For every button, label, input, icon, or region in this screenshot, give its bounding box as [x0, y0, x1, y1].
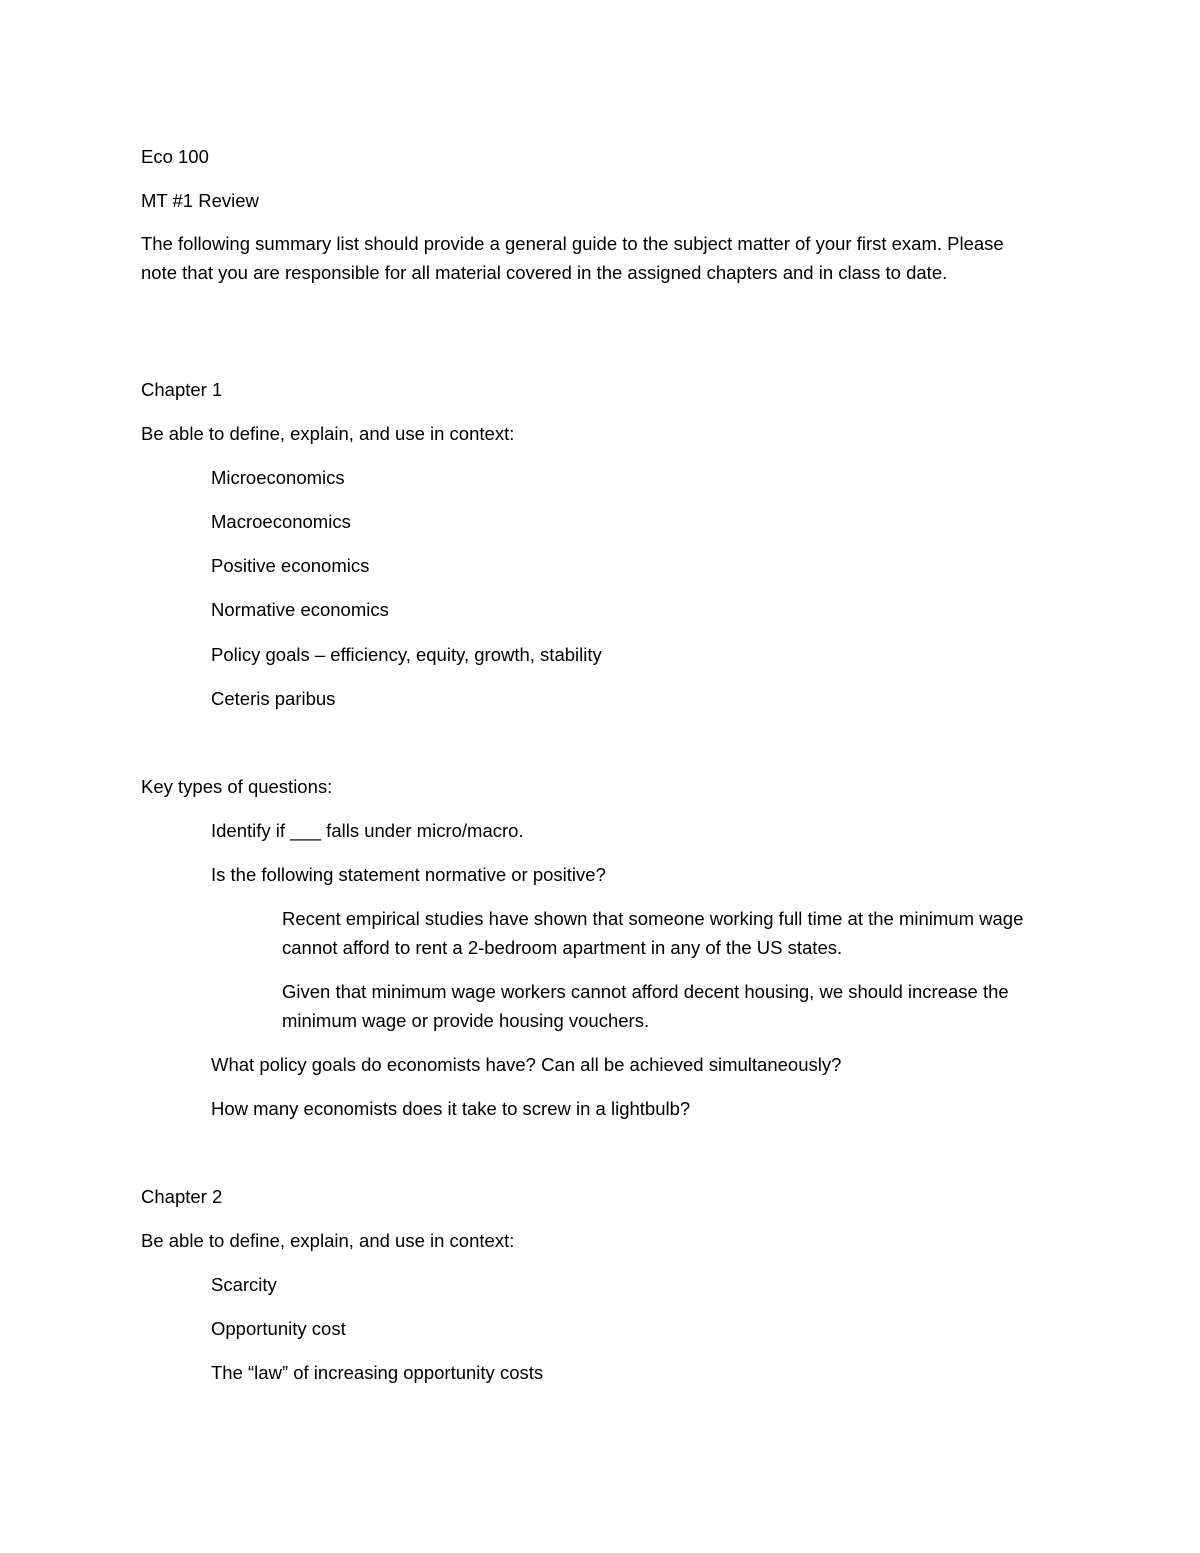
- question-item: What policy goals do economists have? Can all be achieved simultaneously?: [211, 1054, 842, 1075]
- chapter2-define-prompt: Be able to define, explain, and use in context:: [141, 1230, 515, 1251]
- example-statement: Recent empirical studies have shown that someone working full time at the minimum wage cannot afford to rent a 2-bedroom apartment in any of the US states.: [282, 908, 1024, 958]
- chapter1-term: Macroeconomics: [211, 511, 351, 532]
- review-title: MT #1 Review: [141, 190, 259, 211]
- question-item: Is the following statement normative or positive?: [211, 864, 606, 885]
- chapter2-term: Scarcity: [211, 1274, 277, 1295]
- questions-heading: Key types of questions:: [141, 776, 333, 797]
- chapter1-term: Ceteris paribus: [211, 688, 336, 709]
- example-statement: Given that minimum wage workers cannot afford decent housing, we should increase the minimum wage or provide housing vouchers.: [282, 981, 1009, 1031]
- chapter1-define-prompt: Be able to define, explain, and use in context:: [141, 423, 515, 444]
- chapter1-heading: Chapter 1: [141, 379, 223, 400]
- chapter1-term: Positive economics: [211, 555, 370, 576]
- chapter1-term: Microeconomics: [211, 467, 345, 488]
- intro-paragraph: The following summary list should provide a general guide to the subject matter of your first exam. Please note that you are responsible for all material covered in the assigned chapters and in class to date.: [141, 233, 1004, 283]
- chapter2-term: Opportunity cost: [211, 1318, 346, 1339]
- question-item: Identify if ___ falls under micro/macro.: [211, 820, 524, 841]
- course-title: Eco 100: [141, 146, 209, 167]
- chapter2-heading: Chapter 2: [141, 1186, 223, 1207]
- chapter1-term: Policy goals – efficiency, equity, growth, stability: [211, 644, 602, 665]
- chapter1-term: Normative economics: [211, 599, 389, 620]
- question-item: How many economists does it take to screw in a lightbulb?: [211, 1098, 691, 1119]
- chapter2-term: The “law” of increasing opportunity costs: [211, 1362, 544, 1383]
